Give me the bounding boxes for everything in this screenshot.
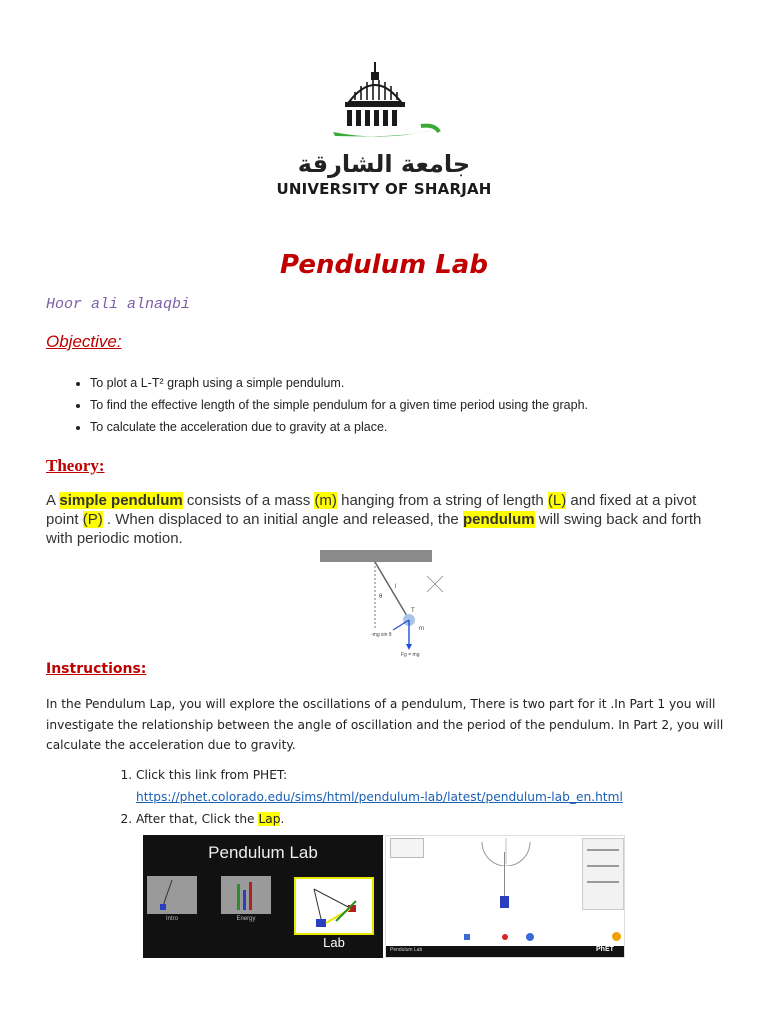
sim-string [504,852,505,898]
label-mass: m [419,626,424,632]
pivot-ceiling [320,550,432,562]
label-tension: T [411,608,415,614]
instructions-heading: Instructions: [46,661,147,677]
pendulum-diagram [315,548,455,658]
author-name: Hoor ali alnaqbi [46,296,191,313]
sim-bob[interactable] [500,896,509,908]
instructions-paragraph: In the Pendulum Lap, you will explore the oscillations of a pendulum, There is two part for it .In Part 1 you will investigate the relationship between the angle of oscillation and the period of the pendulum. In Part 2, you will calculate the acceleration due to gravity. [46,697,724,752]
sim-navbar [386,946,624,957]
highlight-term: Lap [258,812,281,826]
theory-heading: Theory: [46,456,105,475]
phet-logo: PhET [596,946,614,953]
step-item [136,808,756,830]
intro-thumbnail[interactable] [147,876,197,914]
ruler-icon[interactable] [464,934,470,940]
theory-text: consists of a mass [182,492,315,509]
reset-button[interactable] [612,932,621,941]
logo-arabic-text: جامعة الشارقة [297,150,471,178]
theory-text: hanging from a string of length [336,492,548,509]
objective-item: • To calculate the acceleration due to gravity at a place. [90,416,768,438]
theory-text: . When displaced to an initial angle and released, the [102,511,463,528]
page-title: Pendulum Lab [280,250,488,280]
protractor-icon [476,838,536,866]
intro-label: Intro [165,916,178,922]
stop-button[interactable] [502,934,508,940]
phet-link[interactable]: https://phet.colorado.edu/sims/html/pendulum-lab/latest/pendulum-lab_en.html [136,790,623,804]
label-restoring-force: -mg sin θ [371,632,392,638]
step-text: . [280,812,285,826]
step-text: After that, Click the [136,812,259,826]
highlight-term: (L) [547,492,567,509]
sim-checkbox-panel [390,838,424,858]
highlight-term: (m) [314,492,337,509]
step-item [136,764,756,808]
play-button[interactable] [526,933,534,941]
objective-list [46,372,768,438]
logo-english-text: UNIVERSITY OF SHARJAH [276,180,492,198]
objective-item: • To plot a L-T² graph using a simple pendulum. [90,372,768,394]
energy-thumbnail[interactable] [221,876,271,914]
highlight-term: (P) [82,511,103,528]
lab-thumbnail[interactable] [294,877,374,935]
theory-text: and fixed at a pivot point [46,492,697,528]
theory-paragraph [46,491,726,548]
steps-list [90,764,756,830]
energy-label: Energy [236,916,256,922]
label-weight: Fg = mg [401,652,420,658]
step-text: Click this link from PHET: [136,768,288,782]
label-theta: θ [379,594,383,600]
sim-title: Pendulum Lab [208,843,318,862]
sim-home-screenshot [143,835,383,958]
university-logo [283,60,483,200]
label-length: l [395,584,397,590]
highlight-term: simple pendulum [59,492,183,509]
objective-item: • To find the effective length of the simple pendulum for a given time period using the graph. [90,394,768,416]
highlight-term: pendulum [462,511,535,528]
sim-control-panel[interactable] [582,838,624,910]
navbar-title: Pendulum Lab [390,947,423,953]
pendulum-string [375,562,407,616]
lab-label: Lab [323,935,345,950]
theory-text: will swing back and forth with periodic motion. [46,511,702,547]
sim-lab-screenshot [385,835,625,958]
theory-text: A [46,492,60,509]
objective-heading: Objective: [46,332,122,351]
